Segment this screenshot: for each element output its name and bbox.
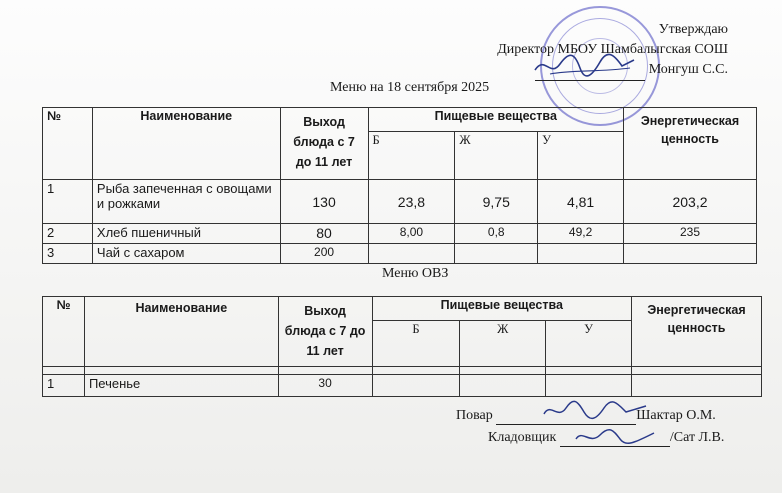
- menu-title: Меню на 18 сентября 2025: [330, 80, 490, 95]
- header-yield: Выход блюда с 7 до 11 лет: [280, 108, 368, 180]
- header-b: Б: [368, 132, 455, 180]
- table-row: [43, 375, 762, 397]
- cell-no: 2: [43, 224, 93, 244]
- cell-zh: 0,8: [455, 224, 538, 244]
- approve-word: Утверждаю: [658, 22, 728, 37]
- header-zh: Ж: [455, 132, 538, 180]
- cell-name: Печенье: [84, 375, 278, 397]
- storekeeper-signature: [570, 425, 660, 447]
- cook-label: Повар: [456, 408, 493, 423]
- menu-table: [42, 107, 757, 264]
- header-zh: Ж: [460, 321, 546, 367]
- director-signature: [530, 50, 640, 80]
- cell-zh: 9,75: [455, 180, 538, 224]
- cell-name: Чай с сахаром: [92, 244, 280, 264]
- header-energy: Энергетическая ценность: [624, 108, 757, 180]
- table-row: [43, 180, 757, 224]
- cell-yield: 200: [280, 244, 368, 264]
- cell-b: 23,8: [368, 180, 455, 224]
- director-name: Монгуш С.С.: [648, 62, 728, 77]
- menu-ovz-title: Меню ОВЗ: [382, 266, 449, 281]
- menu-ovz-table: [42, 296, 762, 397]
- table-row: [43, 224, 757, 244]
- cell-yield: 80: [280, 224, 368, 244]
- cell-b: 8,00: [368, 224, 455, 244]
- cell-zh: [455, 244, 538, 264]
- table-row: [43, 244, 757, 264]
- header-u: У: [546, 321, 632, 367]
- header-no: №: [43, 108, 93, 180]
- cell-name: Хлеб пшеничный: [92, 224, 280, 244]
- cell-no: 1: [43, 180, 93, 224]
- director-line: Директор МБОУ Шамбалыгская СОШ: [497, 42, 728, 57]
- header-name: Наименование: [84, 297, 278, 367]
- cell-yield: 30: [278, 375, 372, 397]
- cell-no: 1: [43, 375, 85, 397]
- cell-b: [368, 244, 455, 264]
- cell-no: 3: [43, 244, 93, 264]
- cell-u: 4,81: [538, 180, 624, 224]
- header-u: У: [538, 132, 624, 180]
- cell-energy: [624, 244, 757, 264]
- header-no: №: [43, 297, 85, 367]
- header-b: Б: [372, 321, 460, 367]
- cell-yield: 130: [280, 180, 368, 224]
- cell-energy: 203,2: [624, 180, 757, 224]
- cell-u: [538, 244, 624, 264]
- header-nutrients: Пищевые вещества: [368, 108, 624, 132]
- cell-energy: 235: [624, 224, 757, 244]
- cell-zh: [460, 375, 546, 397]
- header-nutrients: Пищевые вещества: [372, 297, 631, 321]
- header-energy: Энергетическая ценность: [632, 297, 762, 367]
- cook-name: Шактар О.М.: [636, 408, 716, 423]
- cook-signature: [540, 398, 650, 424]
- cell-b: [372, 375, 460, 397]
- storekeeper-label: Кладовщик: [488, 430, 557, 445]
- cell-name: Рыба запеченная с овощами и рожками: [92, 180, 280, 224]
- storekeeper-name: /Сат Л.В.: [669, 430, 725, 445]
- header-yield: Выход блюда с 7 до 11 лет: [278, 297, 372, 367]
- cell-energy: [632, 375, 762, 397]
- header-name: Наименование: [92, 108, 280, 180]
- cell-u: [546, 375, 632, 397]
- cell-u: 49,2: [538, 224, 624, 244]
